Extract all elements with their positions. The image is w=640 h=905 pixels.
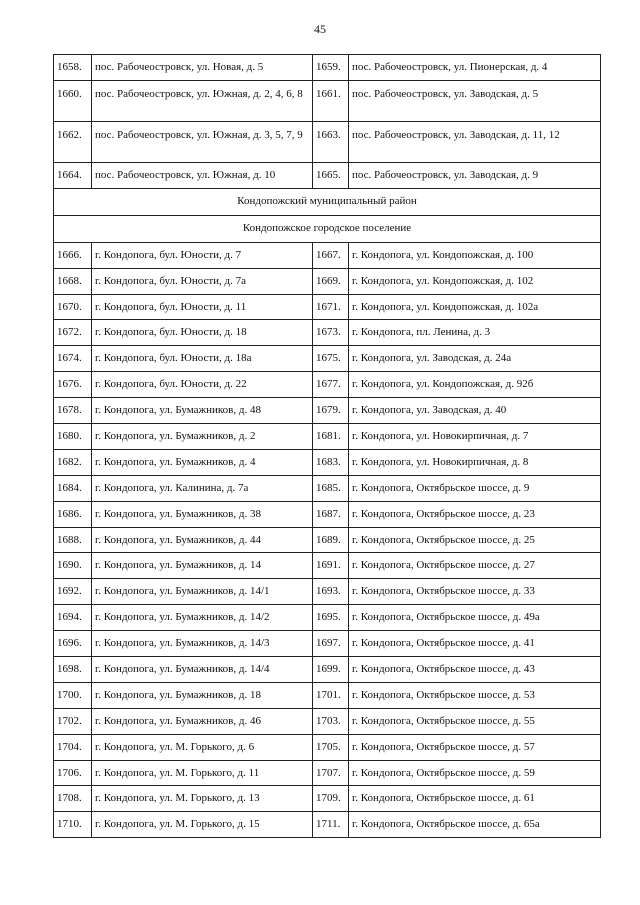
table-row <box>54 121 601 162</box>
table-row <box>54 320 601 346</box>
entry-address: г. Кондопога, Октябрьское шоссе, д. 41 <box>349 631 601 657</box>
table-row <box>54 682 601 708</box>
entry-number: 1661. <box>313 80 349 121</box>
entry-address: г. Кондопога, Октябрьское шоссе, д. 53 <box>349 682 601 708</box>
entry-number: 1688. <box>54 527 92 553</box>
table-row <box>54 294 601 320</box>
entry-address: пос. Рабочеостровск, ул. Южная, д. 2, 4, 6, 8 <box>92 80 313 121</box>
table-row <box>54 760 601 786</box>
entry-address: г. Кондопога, ул. Кондопожская, д. 92б <box>349 372 601 398</box>
entry-number: 1669. <box>313 268 349 294</box>
entry-address: пос. Рабочеостровск, ул. Заводская, д. 5 <box>349 80 601 121</box>
entry-address: г. Кондопога, ул. М. Горького, д. 15 <box>92 812 313 838</box>
section-settlement-title: Кондопожское городское поселение <box>54 215 601 242</box>
entry-address: г. Кондопога, бул. Юности, д. 18 <box>92 320 313 346</box>
entry-number: 1701. <box>313 682 349 708</box>
entry-address: г. Кондопога, ул. Бумажников, д. 14/3 <box>92 631 313 657</box>
entry-address: г. Кондопога, ул. Бумажников, д. 48 <box>92 398 313 424</box>
entry-number: 1658. <box>54 55 92 81</box>
entry-address: г. Кондопога, ул. Новокирпичная, д. 7 <box>349 424 601 450</box>
table-row <box>54 372 601 398</box>
entry-address: г. Кондопога, ул. Кондопожская, д. 102 <box>349 268 601 294</box>
entry-number: 1710. <box>54 812 92 838</box>
entry-number: 1678. <box>54 398 92 424</box>
section-row <box>54 215 601 242</box>
entry-address: г. Кондопога, бул. Юности, д. 11 <box>92 294 313 320</box>
entry-number: 1703. <box>313 708 349 734</box>
entry-address: г. Кондопога, ул. Бумажников, д. 2 <box>92 424 313 450</box>
entry-number: 1685. <box>313 475 349 501</box>
entry-number: 1673. <box>313 320 349 346</box>
entry-number: 1671. <box>313 294 349 320</box>
entry-number: 1694. <box>54 605 92 631</box>
entry-number: 1698. <box>54 657 92 683</box>
entry-address: г. Кондопога, ул. Бумажников, д. 4 <box>92 449 313 475</box>
entry-address: г. Кондопога, ул. Бумажников, д. 46 <box>92 708 313 734</box>
entry-address: г. Кондопога, ул. М. Горького, д. 11 <box>92 760 313 786</box>
entry-number: 1674. <box>54 346 92 372</box>
entry-number: 1670. <box>54 294 92 320</box>
entry-address: г. Кондопога, ул. Бумажников, д. 38 <box>92 501 313 527</box>
entry-address: пос. Рабочеостровск, ул. Заводская, д. 11, 12 <box>349 121 601 162</box>
entry-number: 1662. <box>54 121 92 162</box>
entry-number: 1711. <box>313 812 349 838</box>
entry-address: г. Кондопога, ул. Заводская, д. 40 <box>349 398 601 424</box>
table-row <box>54 162 601 188</box>
table-row <box>54 734 601 760</box>
table-row <box>54 579 601 605</box>
entry-number: 1663. <box>313 121 349 162</box>
top-rows <box>54 55 601 189</box>
entry-address: г. Кондопога, Октябрьское шоссе, д. 33 <box>349 579 601 605</box>
section-headers <box>54 188 601 242</box>
table-row <box>54 398 601 424</box>
entry-address: г. Кондопога, ул. М. Горького, д. 13 <box>92 786 313 812</box>
entry-address: г. Кондопога, Октябрьское шоссе, д. 55 <box>349 708 601 734</box>
entry-address: г. Кондопога, пл. Ленина, д. 3 <box>349 320 601 346</box>
entry-address: г. Кондопога, ул. Бумажников, д. 14 <box>92 553 313 579</box>
entry-number: 1668. <box>54 268 92 294</box>
entry-address: г. Кондопога, Октябрьское шоссе, д. 65а <box>349 812 601 838</box>
entry-address: г. Кондопога, Октябрьское шоссе, д. 43 <box>349 657 601 683</box>
entry-address: г. Кондопога, ул. Кондопожская, д. 102а <box>349 294 601 320</box>
entry-number: 1666. <box>54 242 92 268</box>
entry-number: 1705. <box>313 734 349 760</box>
entry-number: 1672. <box>54 320 92 346</box>
entry-address: пос. Рабочеостровск, ул. Новая, д. 5 <box>92 55 313 81</box>
entry-address: пос. Рабочеостровск, ул. Пионерская, д. 4 <box>349 55 601 81</box>
entry-number: 1690. <box>54 553 92 579</box>
entry-address: г. Кондопога, Октябрьское шоссе, д. 9 <box>349 475 601 501</box>
table-row <box>54 80 601 121</box>
entry-address: г. Кондопога, бул. Юности, д. 22 <box>92 372 313 398</box>
table-row <box>54 631 601 657</box>
table-row <box>54 55 601 81</box>
entry-number: 1686. <box>54 501 92 527</box>
table-row <box>54 268 601 294</box>
table-row <box>54 475 601 501</box>
entry-number: 1697. <box>313 631 349 657</box>
entry-number: 1692. <box>54 579 92 605</box>
entry-address: г. Кондопога, ул. Бумажников, д. 44 <box>92 527 313 553</box>
entry-number: 1660. <box>54 80 92 121</box>
entry-number: 1664. <box>54 162 92 188</box>
entry-number: 1706. <box>54 760 92 786</box>
entry-number: 1691. <box>313 553 349 579</box>
table-row <box>54 501 601 527</box>
entry-number: 1704. <box>54 734 92 760</box>
entry-number: 1707. <box>313 760 349 786</box>
entry-number: 1667. <box>313 242 349 268</box>
table-row <box>54 553 601 579</box>
entry-address: г. Кондопога, ул. Бумажников, д. 14/4 <box>92 657 313 683</box>
table-row <box>54 424 601 450</box>
entry-address: г. Кондопога, бул. Юности, д. 7а <box>92 268 313 294</box>
entry-number: 1699. <box>313 657 349 683</box>
entry-number: 1695. <box>313 605 349 631</box>
main-rows <box>54 242 601 837</box>
table-row <box>54 242 601 268</box>
entry-number: 1693. <box>313 579 349 605</box>
entry-address: г. Кондопога, бул. Юности, д. 18а <box>92 346 313 372</box>
entry-address: пос. Рабочеостровск, ул. Южная, д. 3, 5, 7, 9 <box>92 121 313 162</box>
entry-address: г. Кондопога, Октябрьское шоссе, д. 49а <box>349 605 601 631</box>
entry-number: 1680. <box>54 424 92 450</box>
entry-number: 1682. <box>54 449 92 475</box>
address-table <box>53 54 601 838</box>
entry-number: 1677. <box>313 372 349 398</box>
entry-address: г. Кондопога, бул. Юности, д. 7 <box>92 242 313 268</box>
table-row <box>54 527 601 553</box>
entry-address: г. Кондопога, Октябрьское шоссе, д. 25 <box>349 527 601 553</box>
entry-number: 1676. <box>54 372 92 398</box>
entry-address: г. Кондопога, Октябрьское шоссе, д. 57 <box>349 734 601 760</box>
entry-number: 1683. <box>313 449 349 475</box>
entry-address: г. Кондопога, ул. Бумажников, д. 14/2 <box>92 605 313 631</box>
entry-number: 1681. <box>313 424 349 450</box>
entry-address: г. Кондопога, ул. Бумажников, д. 14/1 <box>92 579 313 605</box>
entry-address: г. Кондопога, ул. Калинина, д. 7а <box>92 475 313 501</box>
entry-number: 1687. <box>313 501 349 527</box>
entry-address: г. Кондопога, Октябрьское шоссе, д. 23 <box>349 501 601 527</box>
page-number: 45 <box>314 22 326 36</box>
entry-address: г. Кондопога, ул. Бумажников, д. 18 <box>92 682 313 708</box>
entry-number: 1708. <box>54 786 92 812</box>
entry-number: 1702. <box>54 708 92 734</box>
table-row <box>54 708 601 734</box>
entry-address: г. Кондопога, ул. М. Горького, д. 6 <box>92 734 313 760</box>
entry-number: 1709. <box>313 786 349 812</box>
entry-number: 1696. <box>54 631 92 657</box>
entry-number: 1665. <box>313 162 349 188</box>
entry-address: г. Кондопога, ул. Заводская, д. 24а <box>349 346 601 372</box>
section-district-title: Кондопожский муниципальный район <box>54 188 601 215</box>
table-row <box>54 657 601 683</box>
entry-number: 1684. <box>54 475 92 501</box>
entry-address: пос. Рабочеостровск, ул. Южная, д. 10 <box>92 162 313 188</box>
entry-address: г. Кондопога, Октябрьское шоссе, д. 59 <box>349 760 601 786</box>
table-row <box>54 812 601 838</box>
entry-address: г. Кондопога, ул. Кондопожская, д. 100 <box>349 242 601 268</box>
table-row <box>54 605 601 631</box>
entry-address: пос. Рабочеостровск, ул. Заводская, д. 9 <box>349 162 601 188</box>
entry-number: 1700. <box>54 682 92 708</box>
table-row <box>54 786 601 812</box>
table-row <box>54 449 601 475</box>
entry-address: г. Кондопога, Октябрьское шоссе, д. 27 <box>349 553 601 579</box>
entry-number: 1675. <box>313 346 349 372</box>
entry-number: 1679. <box>313 398 349 424</box>
entry-address: г. Кондопога, Октябрьское шоссе, д. 61 <box>349 786 601 812</box>
entry-number: 1659. <box>313 55 349 81</box>
table-row <box>54 346 601 372</box>
section-row <box>54 188 601 215</box>
entry-address: г. Кондопога, ул. Новокирпичная, д. 8 <box>349 449 601 475</box>
entry-number: 1689. <box>313 527 349 553</box>
